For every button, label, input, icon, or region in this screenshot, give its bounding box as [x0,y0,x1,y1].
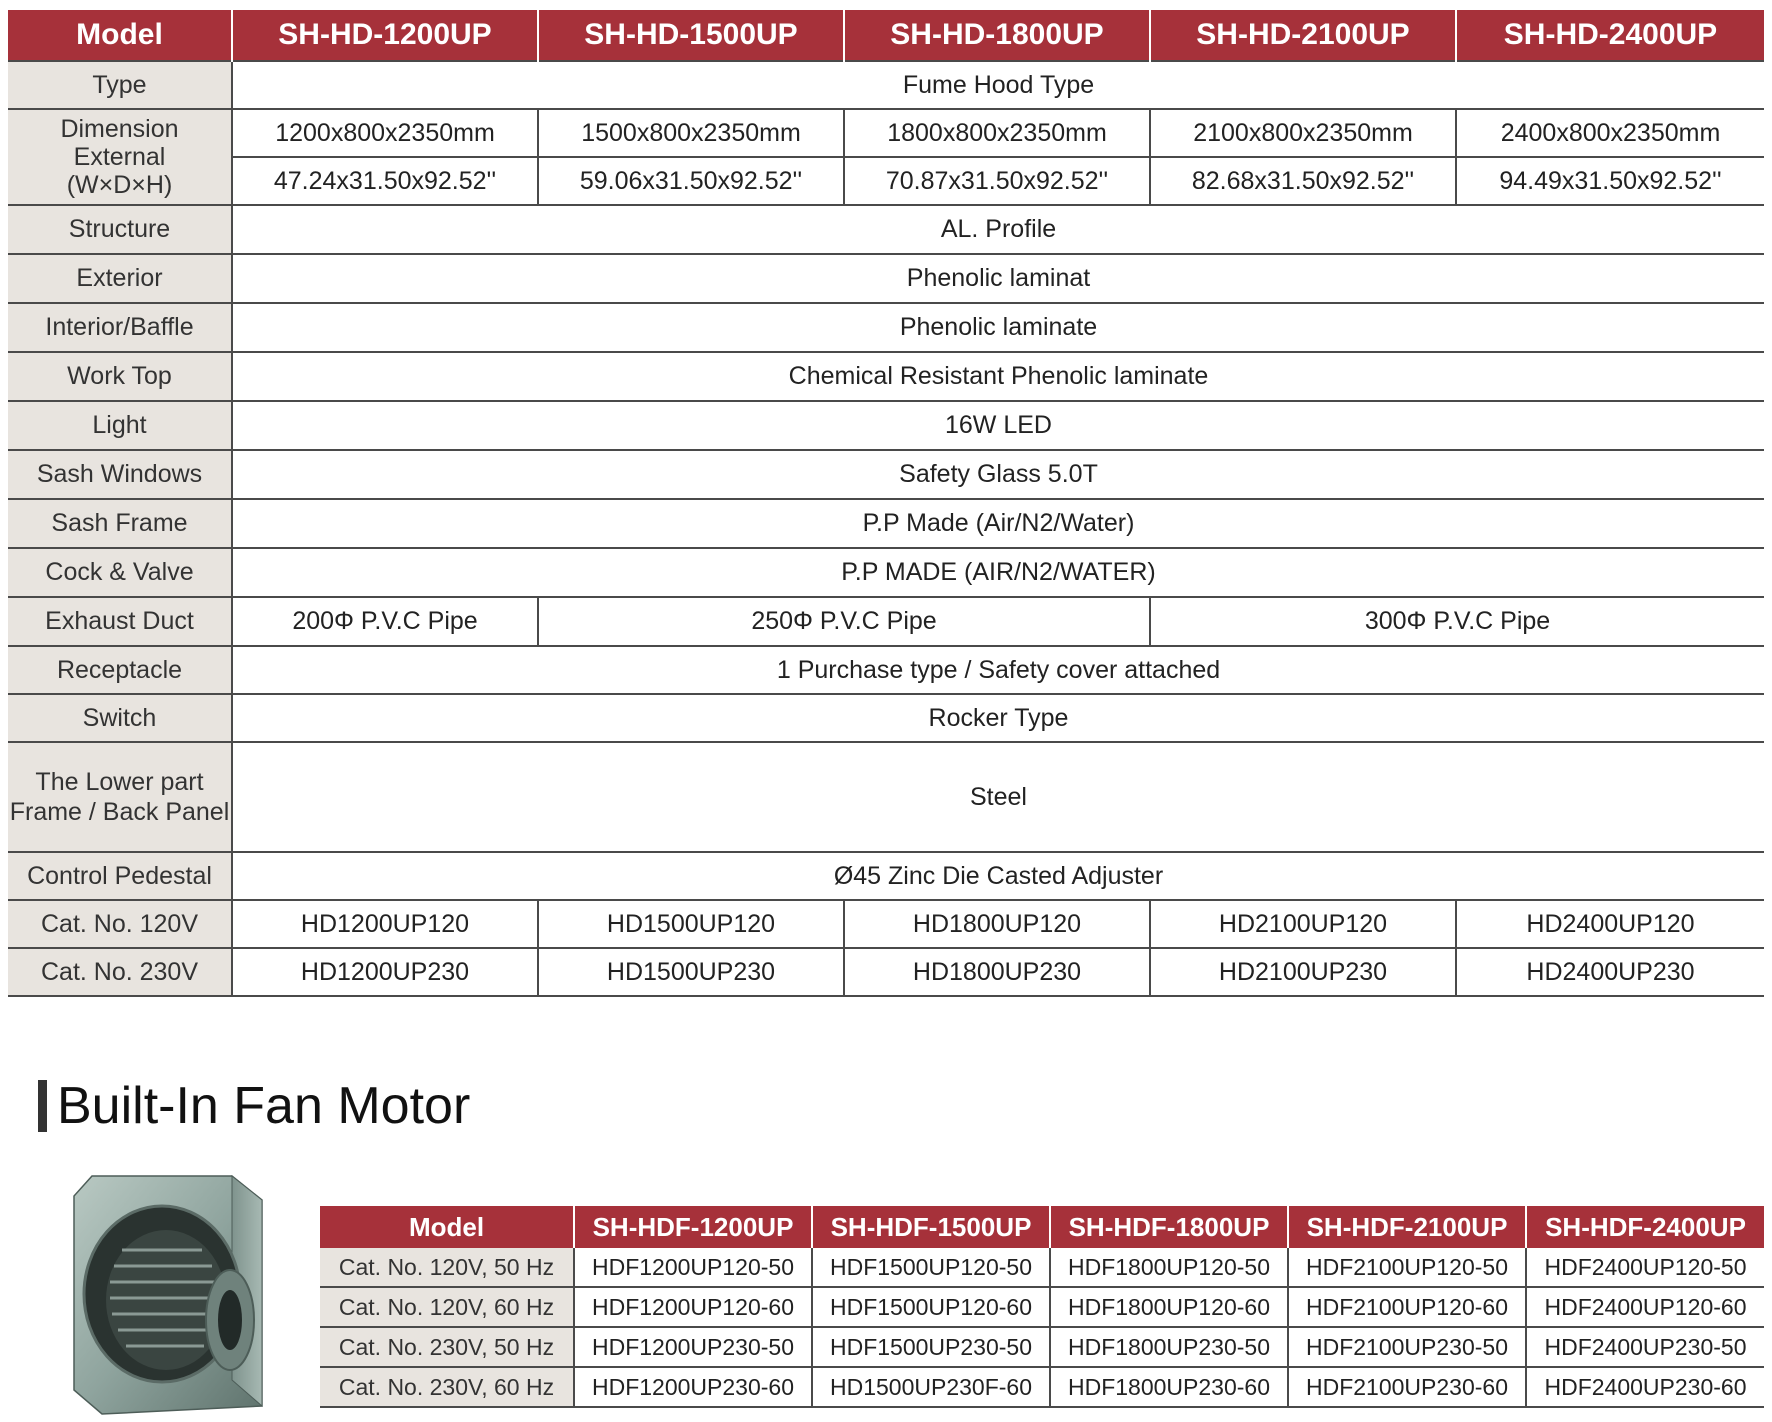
label-work-top: Work Top [8,352,232,401]
fan-section-heading [38,1074,470,1138]
label-sash-frame: Sash Frame [8,499,232,548]
value-work-top: Chemical Resistant Phenolic laminate [232,352,1764,401]
fan-row-label: Cat. No. 120V, 60 Hz [320,1287,574,1327]
cat-120-value: HD1200UP120 [232,900,538,948]
row-dimension-mm [8,109,1764,157]
dimension-inch: 82.68x31.50x92.52'' [1150,157,1456,205]
fan-row [320,1367,1764,1407]
label-dimension-line1: Dimension [60,115,179,143]
row-work-top [8,352,1764,401]
fan-row [320,1327,1764,1367]
label-type: Type [8,61,232,109]
row-sash-windows [8,450,1764,499]
fan-row-label: Cat. No. 230V, 60 Hz [320,1367,574,1407]
value-type: Fume Hood Type [232,61,1764,109]
header-model-1800: SH-HD-1800UP [844,10,1150,61]
fan-cat-value: HDF2400UP230-50 [1526,1327,1764,1367]
row-switch [8,694,1764,742]
fan-cat-value: HDF1800UP230-50 [1050,1327,1288,1367]
label-structure: Structure [8,205,232,254]
label-cock-valve: Cock & Valve [8,548,232,597]
dimension-mm: 1500x800x2350mm [538,109,844,157]
fan-cat-value: HDF1200UP120-50 [574,1248,812,1287]
fan-row [320,1248,1764,1287]
value-control-pedestal: Ø45 Zinc Die Casted Adjuster [232,852,1764,900]
fan-cat-value: HDF1200UP230-50 [574,1327,812,1367]
fan-header-model-1800: SH-HDF-1800UP [1050,1206,1288,1248]
fan-cat-value: HDF2100UP230-60 [1288,1367,1526,1407]
row-interior [8,303,1764,352]
fan-cat-value: HDF2400UP230-60 [1526,1367,1764,1407]
row-lower-part [8,742,1764,852]
label-control-pedestal: Control Pedestal [8,852,232,900]
label-switch: Switch [8,694,232,742]
fan-cat-value: HDF1500UP120-50 [812,1248,1050,1287]
fan-cat-value: HDF2400UP120-60 [1526,1287,1764,1327]
fan-cat-value: HDF1800UP120-50 [1050,1248,1288,1287]
row-structure [8,205,1764,254]
header-model-2100: SH-HD-2100UP [1150,10,1456,61]
fan-cat-value: HDF2100UP120-50 [1288,1248,1526,1287]
value-lower-part: Steel [232,742,1764,852]
row-light [8,401,1764,450]
row-exhaust-duct [8,597,1764,646]
row-cat-230 [8,948,1764,996]
dimension-inch: 47.24x31.50x92.52'' [232,157,538,205]
value-sash-frame: P.P Made (Air/N2/Water) [232,499,1764,548]
cat-230-value: HD1800UP230 [844,948,1150,996]
spec-header-row [8,10,1764,61]
fan-cat-value: HD1500UP230F-60 [812,1367,1050,1407]
label-cat-120: Cat. No. 120V [8,900,232,948]
cat-230-value: HD2400UP230 [1456,948,1764,996]
cat-230-value: HD2100UP230 [1150,948,1456,996]
label-cat-230: Cat. No. 230V [8,948,232,996]
value-exhaust-duct-250: 250Φ P.V.C Pipe [538,597,1150,646]
fan-section-title: Built-In Fan Motor [57,1077,471,1135]
fan-row-label: Cat. No. 120V, 50 Hz [320,1248,574,1287]
value-light: 16W LED [232,401,1764,450]
row-cat-120 [8,900,1764,948]
header-model-2400: SH-HD-2400UP [1456,10,1764,61]
label-sash-windows: Sash Windows [8,450,232,499]
fan-cat-value: HDF2100UP230-50 [1288,1327,1526,1367]
row-exterior [8,254,1764,303]
value-sash-windows: Safety Glass 5.0T [232,450,1764,499]
fan-cat-value: HDF1500UP230-50 [812,1327,1050,1367]
dimension-mm: 1200x800x2350mm [232,109,538,157]
label-dimension [8,109,232,205]
dimension-mm: 1800x800x2350mm [844,109,1150,157]
label-receptacle: Receptacle [8,646,232,694]
fan-cat-value: HDF2100UP120-60 [1288,1287,1526,1327]
value-structure: AL. Profile [232,205,1764,254]
fan-cat-value: HDF1200UP230-60 [574,1367,812,1407]
label-dimension-line2: External [73,143,166,171]
dimension-inch: 70.87x31.50x92.52'' [844,157,1150,205]
dimension-mm: 2400x800x2350mm [1456,109,1764,157]
fan-cat-value: HDF2400UP120-50 [1526,1248,1764,1287]
dimension-inch: 59.06x31.50x92.52'' [538,157,844,205]
spec-table [8,10,1764,997]
label-exhaust-duct: Exhaust Duct [8,597,232,646]
value-exhaust-duct-300: 300Φ P.V.C Pipe [1150,597,1764,646]
label-lower-part [8,742,232,852]
fan-row-label: Cat. No. 230V, 50 Hz [320,1327,574,1367]
fan-cat-value: HDF1200UP120-60 [574,1287,812,1327]
header-model-1500: SH-HD-1500UP [538,10,844,61]
value-receptacle: 1 Purchase type / Safety cover attached [232,646,1764,694]
fan-row [320,1287,1764,1327]
fan-header-model-2400: SH-HDF-2400UP [1526,1206,1764,1248]
label-dimension-line3: (W×D×H) [66,171,173,199]
fan-header-row [320,1206,1764,1248]
row-type [8,61,1764,109]
value-exterior: Phenolic laminat [232,254,1764,303]
fan-header-model-1500: SH-HDF-1500UP [812,1206,1050,1248]
fan-cat-value: HDF1800UP230-60 [1050,1367,1288,1407]
dimension-mm: 2100x800x2350mm [1150,109,1456,157]
label-exterior: Exterior [8,254,232,303]
label-lower-part-line1: The Lower part [35,768,204,796]
label-lower-part-line2: Frame / Back Panel [9,798,230,826]
row-sash-frame [8,499,1764,548]
row-control-pedestal [8,852,1764,900]
fan-header-model-1200: SH-HDF-1200UP [574,1206,812,1248]
row-receptacle [8,646,1764,694]
row-cock-valve [8,548,1764,597]
fan-motor-image [62,1170,268,1418]
header-model-1200: SH-HD-1200UP [232,10,538,61]
dimension-inch: 94.49x31.50x92.52'' [1456,157,1764,205]
heading-bar-icon [38,1080,47,1132]
cat-120-value: HD2100UP120 [1150,900,1456,948]
row-dimension-inch [8,157,1764,205]
cat-120-value: HD1500UP120 [538,900,844,948]
cat-120-value: HD1800UP120 [844,900,1150,948]
fan-cat-value: HDF1800UP120-60 [1050,1287,1288,1327]
fan-header-model: Model [320,1206,574,1248]
value-cock-valve: P.P MADE (AIR/N2/WATER) [232,548,1764,597]
value-switch: Rocker Type [232,694,1764,742]
cat-230-value: HD1500UP230 [538,948,844,996]
fan-cat-value: HDF1500UP120-60 [812,1287,1050,1327]
fan-header-model-2100: SH-HDF-2100UP [1288,1206,1526,1248]
label-interior: Interior/Baffle [8,303,232,352]
cat-230-value: HD1200UP230 [232,948,538,996]
label-light: Light [8,401,232,450]
value-interior: Phenolic laminate [232,303,1764,352]
value-exhaust-duct-200: 200Φ P.V.C Pipe [232,597,538,646]
header-model: Model [8,10,232,61]
cat-120-value: HD2400UP120 [1456,900,1764,948]
fan-motor-table [320,1206,1764,1408]
